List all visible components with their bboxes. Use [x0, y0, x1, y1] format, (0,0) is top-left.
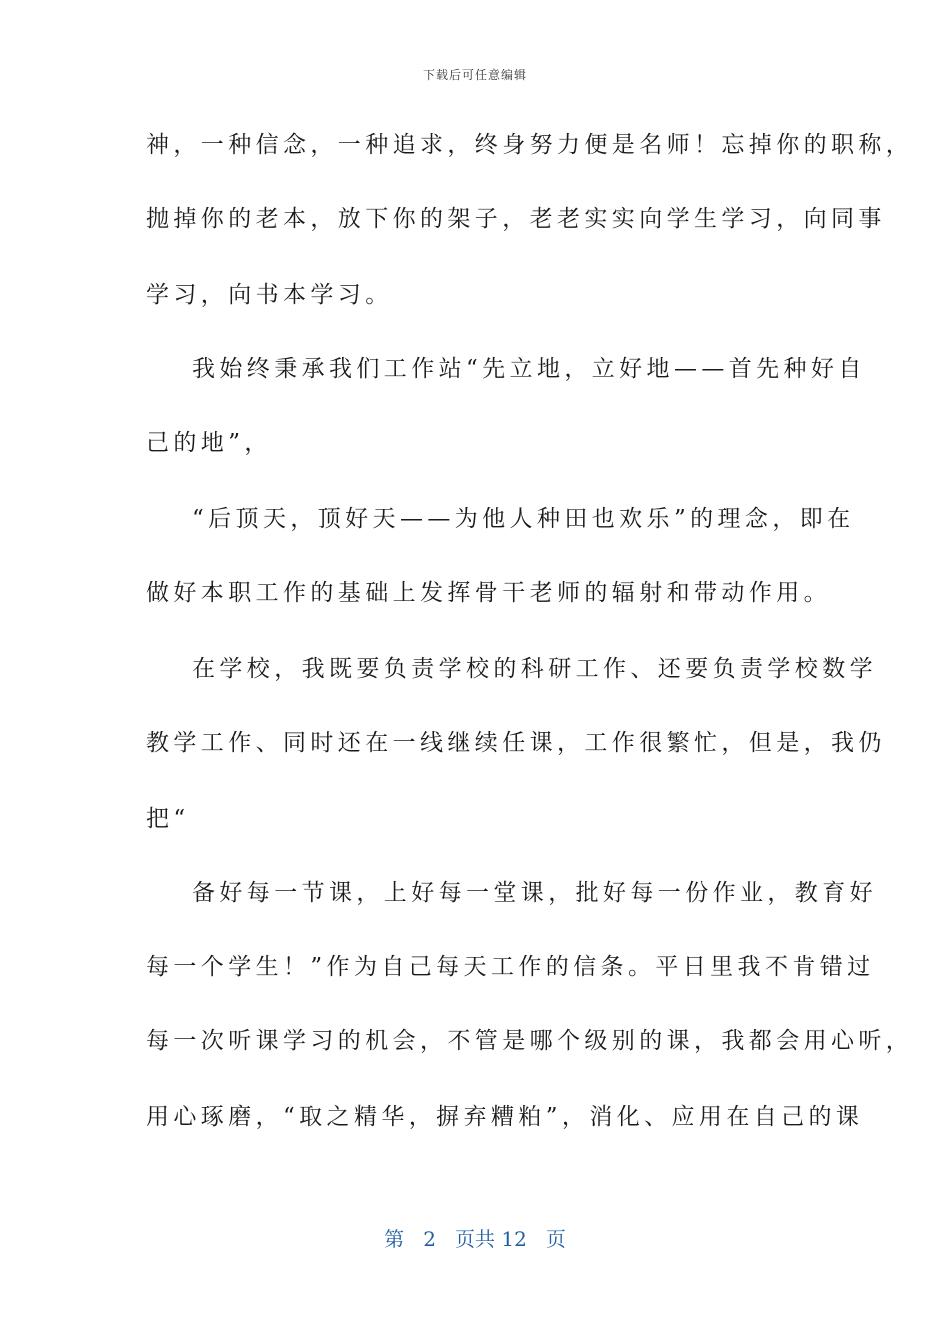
body-line-7: 做好本职工作的基础上发挥骨干老师的辐射和带动作用。	[146, 580, 831, 606]
body-line-14: 用心琢磨，“取之精华，摒弃糟粕”，消化、应用在自己的课	[146, 1104, 864, 1130]
body-line-8: 在学校，我既要负责学校的科研工作、还要负责学校数学	[192, 656, 877, 682]
body-line-2: 抛掉你的老本，放下你的架子，老老实实向学生学习，向同事	[146, 206, 886, 232]
footer-prefix: 第	[384, 1227, 405, 1251]
body-line-1: 神，一种信念，一种追求，终身努力便是名师！忘掉你的职称，	[146, 132, 914, 158]
body-line-10: 把“	[146, 806, 190, 832]
body-line-9: 教学工作、同时还在一线继续任课，工作很繁忙，但是，我仍	[146, 730, 886, 756]
body-line-5: 己的地”，	[146, 430, 272, 456]
footer-total-pages: 12	[501, 1227, 527, 1251]
footer-middle: 页共	[455, 1227, 495, 1251]
body-line-13: 每一次听课学习的机会，不管是哪个级别的课，我都会用心听，	[146, 1028, 914, 1054]
page-header-note: 下载后可任意编辑	[422, 68, 527, 82]
body-line-3: 学习，向书本学习。	[146, 282, 393, 308]
body-line-4: 我始终秉承我们工作站“先立地，立好地——首先种好自	[192, 356, 866, 382]
body-line-6: “后顶天，顶好天——为他人种田也欢乐”的理念，即在	[192, 506, 855, 532]
page-footer	[0, 1226, 950, 1252]
body-line-11: 备好每一节课，上好每一堂课，批好每一份作业，教育好	[192, 880, 877, 906]
body-line-12: 每一个学生！”作为自己每天工作的信条。平日里我不肯错过	[146, 954, 875, 980]
footer-current-page: 2	[423, 1227, 436, 1251]
footer-suffix: 页	[545, 1227, 566, 1251]
